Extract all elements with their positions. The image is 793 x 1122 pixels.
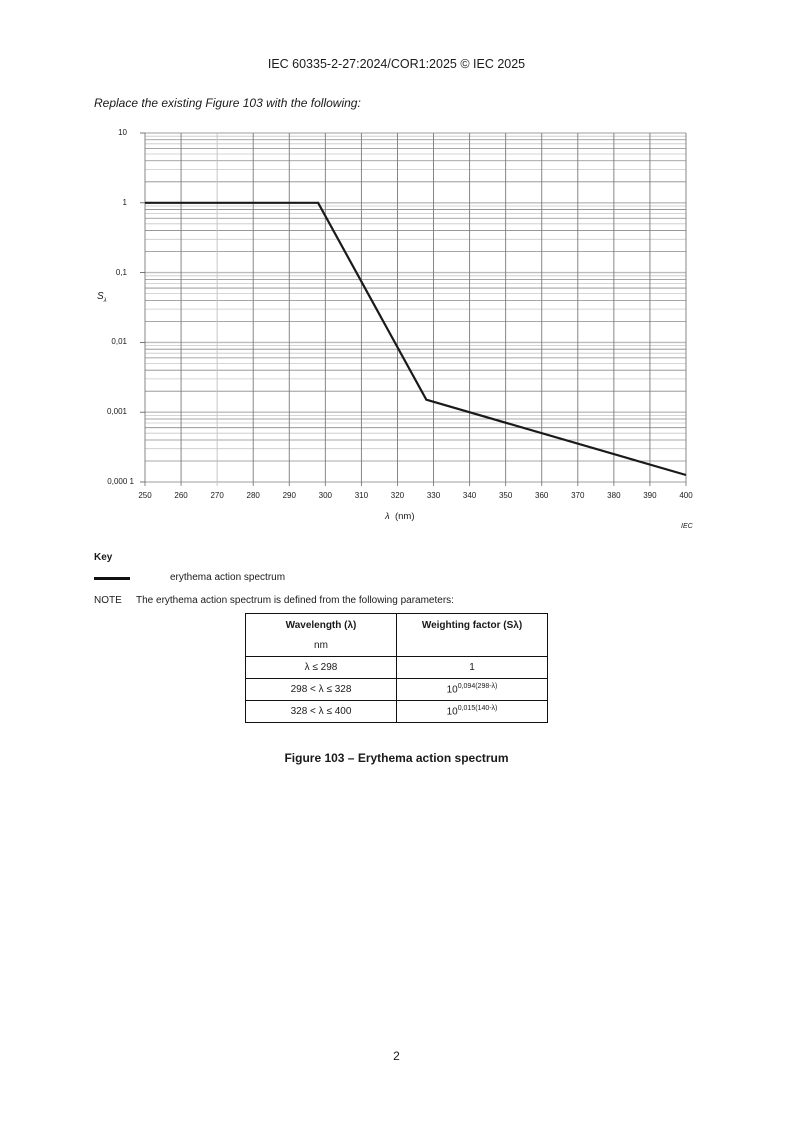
- x-tick-label: 320: [390, 491, 405, 500]
- parameters-table: [245, 613, 548, 723]
- y-axis-label: $S_\lambda$: [97, 291, 107, 304]
- x-tick-label: 370: [571, 491, 585, 500]
- header-wavelength: Wavelength (λ) nm: [246, 614, 397, 657]
- x-tick-label: 330: [426, 491, 441, 500]
- cell-range: 298 < λ ≤ 328: [246, 679, 397, 701]
- note-text: The erythema action spectrum is defined from the following parameters:: [136, 595, 454, 606]
- document-header: IEC 60335-2-27:2024/COR1:2025 © IEC 2025: [267, 57, 526, 71]
- chart-grid: [140, 133, 686, 486]
- x-tick-label: 290: [282, 491, 296, 500]
- page-number: 2: [393, 1049, 400, 1063]
- table-row: [246, 679, 548, 701]
- erythema-curve: [145, 203, 686, 475]
- x-axis-label: λ (nm): [385, 511, 415, 522]
- cell-factor: $10^{0,094(298-\lambda)}$: [397, 679, 548, 701]
- table-row: [246, 701, 548, 723]
- iec-credit: IEC: [681, 523, 693, 530]
- legend-line-icon: [94, 577, 130, 580]
- cell-factor: 1: [397, 657, 548, 679]
- y-tick-label: 10: [118, 128, 127, 137]
- y-tick-label: 0,1: [115, 267, 127, 277]
- cell-range: 328 < λ ≤ 400: [246, 701, 397, 723]
- x-tick-label: 340: [462, 491, 477, 500]
- y-tick-label: 1: [122, 197, 127, 207]
- x-tick-label: 360: [535, 491, 549, 500]
- x-tick-label: 350: [498, 491, 513, 500]
- table-header-row: [246, 614, 548, 657]
- x-tick-label: 390: [643, 491, 657, 500]
- x-tick-label: 270: [210, 491, 224, 500]
- y-tick-label: 0,000 1: [107, 477, 134, 486]
- x-tick-label: 400: [679, 491, 693, 500]
- header-weighting: Weighting factor (Sλ): [397, 614, 548, 657]
- table-row: [246, 657, 548, 679]
- cell-range: λ ≤ 298: [246, 657, 397, 679]
- note-label: NOTE: [94, 595, 122, 606]
- key-label: erythema action spectrum: [170, 572, 286, 583]
- y-tick-label: 0,01: [111, 337, 127, 347]
- figure-caption: Figure 103 – Erythema action spectrum: [284, 751, 509, 765]
- y-tick-label: 0,001: [106, 407, 127, 417]
- replacement-instruction: Replace the existing Figure 103 with the following:: [94, 96, 361, 110]
- cell-factor: $10^{0,015(140-\lambda)}$: [397, 701, 548, 723]
- note: [94, 595, 454, 606]
- x-tick-label: 380: [607, 491, 621, 500]
- x-tick-label: 280: [246, 491, 260, 500]
- x-tick-label: 300: [318, 491, 332, 500]
- key-title: Key: [94, 552, 113, 563]
- x-tick-label: 260: [174, 491, 188, 500]
- x-tick-label: 250: [138, 491, 152, 500]
- x-tick-label: 310: [354, 491, 369, 500]
